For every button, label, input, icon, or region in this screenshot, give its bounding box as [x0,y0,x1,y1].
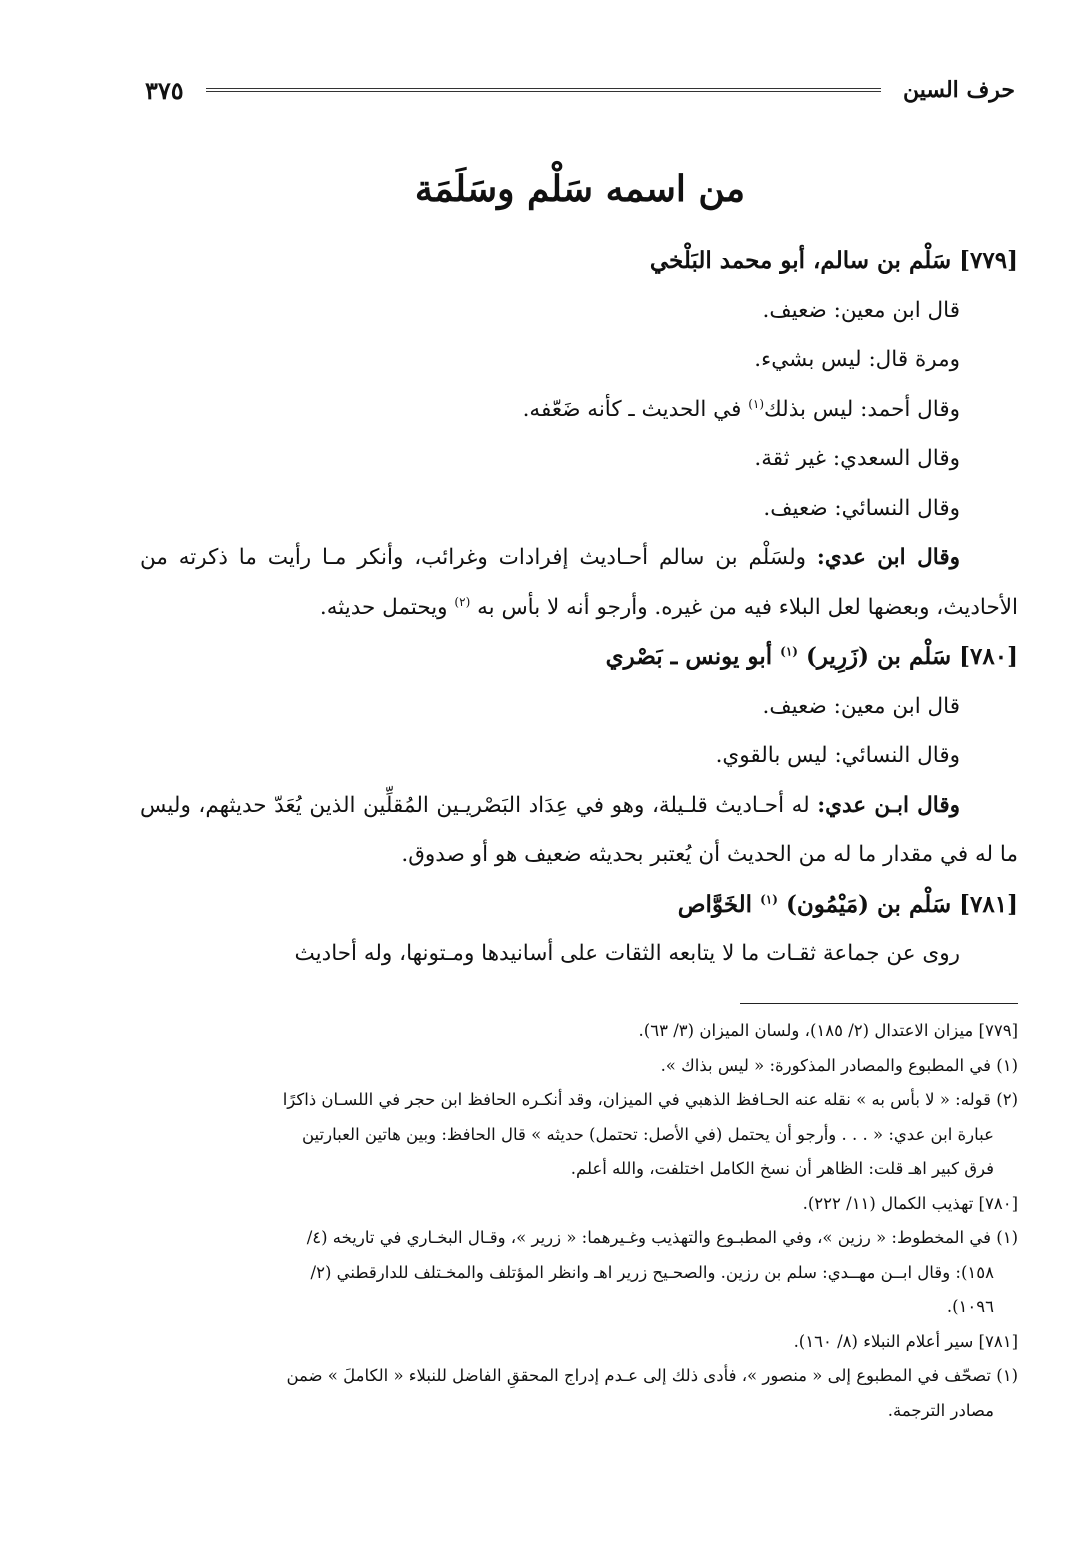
heading-segment: [٧٨٠] سَلْم بن (زَرِير) [805,643,1018,670]
heading-segment: الخَوَّاص [677,890,753,918]
text-line: ومرة قال: ليس بشيء. [754,347,960,372]
footnote-continuation: ١٥٨): وقال ابــن مهــدي: سلم بن رزين. والصحـيح زرير اهـ وانظر المؤتلف والمخـتلف للدارقطني (٢/ [310,1262,994,1282]
footnote: [٧٨١] سير أعلام النبلاء (٨/ ١٦٠). [793,1331,1018,1351]
running-title: حرف السين [902,77,1015,103]
footnote: (٢) قوله: « لا بأس به » نقله عنه الحـافظ الذهبي في الميزان، وقد أنكـره الحافظ ابن حجر في اللسـان ذاكرًا [282,1090,1018,1109]
heading-segment: [٧٨١] سَلْم بن (مَيْمُون) [785,890,1018,918]
footnote-continuation: فرق كبير اهـ قلت: الظاهر أن نسخ الكامل اختلفت، والله أعلم. [570,1159,994,1178]
footnotes [140,1014,1018,1428]
section-title: من اسمه سَلْم وسَلَمَة [414,168,746,210]
text-line: وقال السعدي: غير ثقة. [754,446,960,471]
footnote: (١) في المخطوط: « رزين »، وفي المطبـوع والتهذيب وغـيرهما: « زرير »، وقـال البخـاري في تاريخه (٤/ [306,1228,1018,1247]
footnote-continuation: عبارة ابن عدي: « . . . وأرجو أن يحتمل (في الأصل: تحتمل) حديثه » قال الحافظ: وبين هاتين العبارتين [301,1124,994,1144]
paragraph [140,533,1018,632]
entry-heading-779: [٧٧٩] سَلْم بن سالم، أبو محمد البَلْخي [649,247,1018,274]
footnote-ref: (١) [780,644,798,659]
text-line: قال ابن معين: ضعيف. [762,297,960,323]
footnote: [٧٧٩] ميزان الاعتدال (٢/ ١٨٥)، ولسان الميزان (٣/ ٦٣). [638,1021,1018,1040]
text-line: وقال النسائي: ضعيف. [763,495,960,521]
paragraph-lead: وقال ابن عدي: [816,545,960,570]
paragraph-text: له أحـاديث قلـيلة، وهو في عِدَاد البَصْريـين المُقلِّين الذين يُعَدّ حديثهم، وليس ما له في مقدار ما له من الحديث أن يُعتبر بحديثه ضعيف هو أو صدوق. [140,792,1018,867]
paragraph [140,781,1018,880]
text-segment: وقال أحمد: ليس بذلك [764,396,960,422]
footnote-ref: (١) [748,396,765,411]
footnote: [٧٨٠] تهذيب الكمال (١١/ ٢٢٢). [802,1193,1018,1213]
footnote-continuation: ١٠٩٦). [946,1297,994,1316]
entry-heading-780 [140,632,1018,682]
text-line: وقال النسائي: ليس بالقوي. [715,743,960,768]
text-segment: في الحديث ـ كأنه ضَعّفه. [522,396,742,422]
text-line: قال ابن معين: ضعيف. [762,693,960,719]
paragraph-text: ويحتمل حديثه. [319,594,448,620]
footnote-ref: (١) [760,891,778,906]
entry-heading-781 [140,880,1018,930]
page-header [145,70,1015,110]
footnote-continuation: مصادر الترجمة. [887,1400,994,1420]
paragraph-text: ولسَلْم بن سالم أحـاديث إفرادات وغرائب، وأنكر مـا رأيت ما ذكرته من الأحاديث، وبعضها لعل البلاء فيه من غيره. وأرجو أنه لا بأس به [140,545,1018,620]
footnote-separator [740,1003,1018,1004]
heading-segment: أبو يونس ـ بَصْري [605,643,773,670]
footnote: (١) تصحّف في المطبوع إلى « منصور »، فأدى ذلك إلى عـدم إدراج المحققِ الفاضل للنبلاء « الكاملَ » ضمن [286,1366,1018,1385]
page-number: ٣٧٥ [145,75,184,105]
footnote-ref: (٢) [454,594,471,609]
text-line [140,385,1018,435]
footnote: (١) في المطبوع والمصادر المذكورة: « ليس بذاك ». [660,1055,1018,1075]
paragraph-lead: وقال ابـن عدي: [817,792,960,818]
main-text [140,236,1018,979]
header-rule [206,88,881,92]
paragraph: روى عن جماعة ثقـات ما لا يتابعه الثقات على أسانيدها ومـتونها، وله أحاديث [294,941,960,966]
